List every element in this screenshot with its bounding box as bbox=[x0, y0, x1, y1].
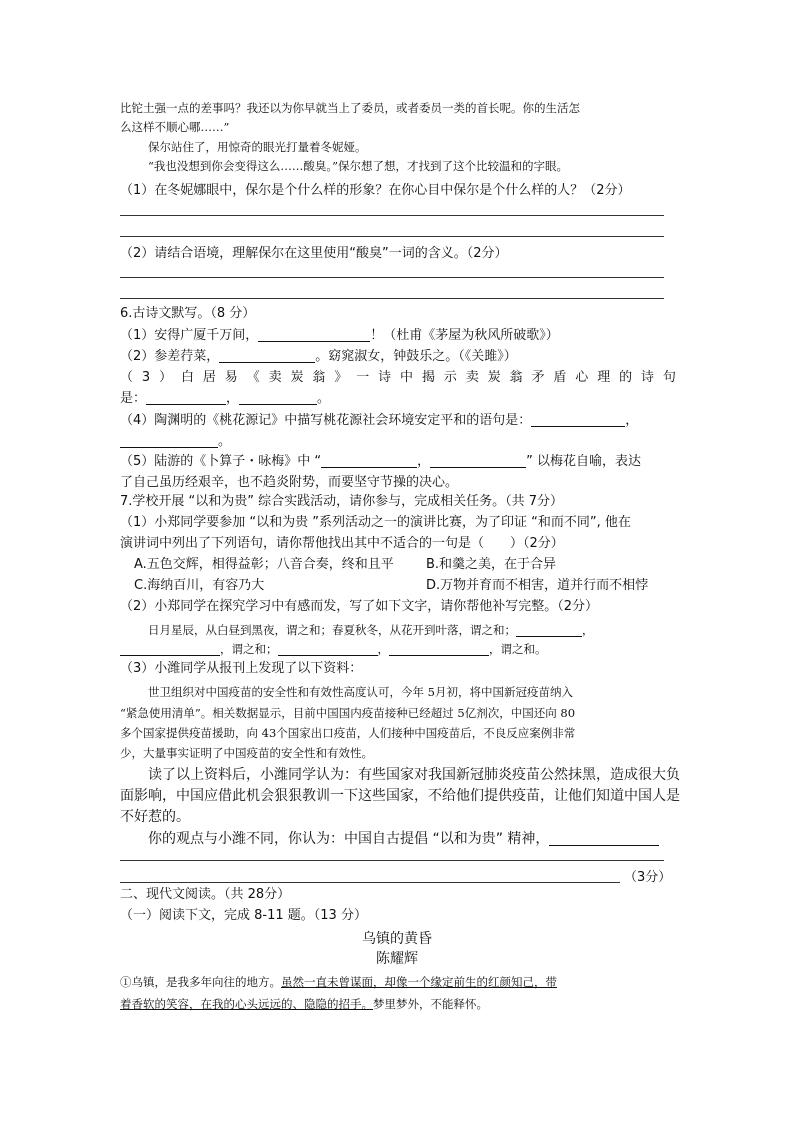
score-label: （3分） bbox=[624, 870, 672, 885]
article-author: 陈耀辉 bbox=[376, 951, 418, 967]
article-paragraph-cont: 着香软的笑容，在我的心头远远的、隐隐的招手。梦里梦外，不能释怀。 bbox=[120, 997, 488, 1011]
q6-item5: （5）陆游的《卜算子・咏梅》中 “ ， ” 以梅花自喻，表达 bbox=[120, 454, 642, 469]
underlined-sentence: 虽然一直未曾谋面，却像一个缘定前生的红颜知己，带 bbox=[281, 975, 557, 989]
q7-sub3: （3）小潍同学从报刊上发现了以下资料： bbox=[120, 661, 363, 676]
material-line: 多个国家提供疫苗援助，向 43个国家出口疫苗，人们接种中国疫苗后，不良反应案例非常 bbox=[120, 726, 576, 740]
fill-blank[interactable] bbox=[278, 641, 378, 656]
viewpoint-line: 读了以上资料后，小潍同学认为：有些国家对我国新冠肺炎疫苗公然抹黑，造成很大负 bbox=[148, 767, 680, 783]
fill-blank[interactable] bbox=[146, 390, 226, 405]
option-a[interactable]: A.五色交辉，相得益彰；八音合奏，终和且平 bbox=[134, 557, 394, 572]
fill-blank[interactable] bbox=[389, 641, 489, 656]
option-b[interactable]: B.和羹之美，在于合异 bbox=[426, 557, 557, 572]
viewpoint-line: 面影响，中国应借此机会狠狠教训一下这些国家，不给他们提供疫苗，让他们知道中国人是 bbox=[120, 788, 680, 804]
passage-line: “我也没想到你会变得这么……酸臭。”保尔想了想，才找到了这个比较温和的字眼。 bbox=[148, 159, 569, 173]
section2-subtitle: （一）阅读下文，完成 8-11 题。（13 分） bbox=[120, 908, 367, 923]
answer-line[interactable] bbox=[120, 298, 664, 299]
fill-blank[interactable] bbox=[120, 433, 218, 448]
option-c[interactable]: C.海纳百川，有容乃大 bbox=[134, 578, 265, 593]
answer-line[interactable] bbox=[120, 215, 664, 216]
q7-title: 7.学校开展 “以和为贵” 综合实践活动，请你参与，完成相关任务。（共 7分） bbox=[120, 494, 564, 509]
answer-line[interactable] bbox=[120, 882, 620, 883]
answer-line[interactable] bbox=[120, 236, 664, 237]
fill-blank[interactable] bbox=[549, 831, 659, 846]
section2-title: 二、现代文阅读。（共 28分） bbox=[120, 887, 291, 902]
material-line: “紧急使用清单”。相关数据显示，目前中国国内疫苗接种已经超过 5亿剂次，中国还向 80 bbox=[120, 706, 576, 720]
viewpoint-line: 不好惹的。 bbox=[120, 809, 190, 825]
answer-line[interactable] bbox=[120, 860, 664, 861]
q7-sub2-text: 日月星辰，从白昼到黑夜，谓之和；春夏秋冬，从花开到叶落，谓之和； ， bbox=[148, 623, 594, 637]
q7-sub1: （1）小郑同学要参加 “以和为贵 ”系列活动之一的演讲比赛，为了印证 “和而不同”, 他在 bbox=[120, 515, 631, 530]
q6-item3-cont: 是： ， 。 bbox=[120, 391, 331, 406]
q7-sub2-text-cont: ，谓之和； ， ，谓之和。 bbox=[120, 640, 676, 658]
q6-item2: （2）参差荇菜， 。窈窕淑女，钟鼓乐之。（《关雎》） bbox=[120, 349, 517, 364]
option-d[interactable]: D.万物并育而不相害，道并行而不相悖 bbox=[426, 578, 649, 593]
fill-blank[interactable] bbox=[239, 390, 317, 405]
fill-blank[interactable] bbox=[120, 641, 220, 656]
passage-line: 比铊土强一点的差事吗？我还以为你早就当上了委员，或者委员一类的首长呢。你的生活怎 bbox=[120, 101, 580, 115]
q5-sub2: （2）请结合语境，理解保尔在这里使用“酸臭”一词的含义。（2分） bbox=[120, 246, 508, 261]
fill-blank[interactable] bbox=[430, 453, 526, 468]
material-line: 世卫组织对中国疫苗的安全性和有效性高度认可，今年 5月初，将中国新冠疫苗纳入 bbox=[148, 685, 573, 699]
fill-blank[interactable] bbox=[258, 327, 370, 342]
q6-item4-cont: 。 bbox=[120, 433, 676, 451]
fill-blank[interactable] bbox=[516, 622, 582, 637]
your-view-line: 你的观点与小潍不同，你认为：中国自古提倡 “以和为贵” 精神， bbox=[148, 830, 676, 848]
q6-item4: （4）陶渊明的《桃花源记》中描写桃花源社会环境安定平和的语句是： ， bbox=[120, 413, 639, 428]
fill-blank[interactable] bbox=[531, 412, 625, 427]
q6-item3: （ 3 ） 白 居 易 《 卖 炭 翁 》 一 诗 中 揭 示 卖 炭 翁 矛 盾 心 理 的 诗 句 bbox=[120, 370, 676, 385]
q7-sub1-cont: 演讲词中列出了下列语句，请你帮他找出其中不适合的一句是（ ）（2分） bbox=[120, 536, 564, 551]
q5-sub1: （1）在冬妮娜眼中，保尔是个什么样的形象？在你心目中保尔是个什么样的人？（2分） bbox=[120, 183, 631, 198]
q7-sub2: （2）小郑同学在探究学习中有感而发，写了如下文字，请你帮他补写完整。（2分） bbox=[120, 599, 599, 614]
article-paragraph: ①乌镇，是我多年向往的地方。虽然一直未曾谋面，却像一个缘定前生的红颜知己，带 bbox=[120, 975, 557, 989]
fill-blank[interactable] bbox=[321, 453, 417, 468]
q6-item5-cont: 了自己虽历经艰辛，也不趋炎附势，而要坚守节操的决心。 bbox=[120, 475, 459, 490]
underlined-sentence: 着香软的笑容，在我的心头远远的、隐隐的招手。 bbox=[120, 997, 373, 1011]
answer-line[interactable] bbox=[120, 277, 664, 278]
material-line: 少，大量事实证明了中国疫苗的安全性和有效性。 bbox=[120, 746, 373, 760]
passage-line: 么这样不顺心哪……” bbox=[120, 120, 230, 134]
passage-line: 保尔站住了，用惊奇的眼光打量着冬妮娅。 bbox=[148, 140, 367, 154]
q6-item1: （1）安得广厦千万间， ！（杜甫《茅屋为秋风所破歌》） bbox=[120, 328, 559, 343]
fill-blank[interactable] bbox=[219, 348, 315, 363]
q6-title: 6.古诗文默写。（8 分） bbox=[120, 306, 256, 321]
article-title: 乌镇的黄昏 bbox=[362, 931, 432, 947]
